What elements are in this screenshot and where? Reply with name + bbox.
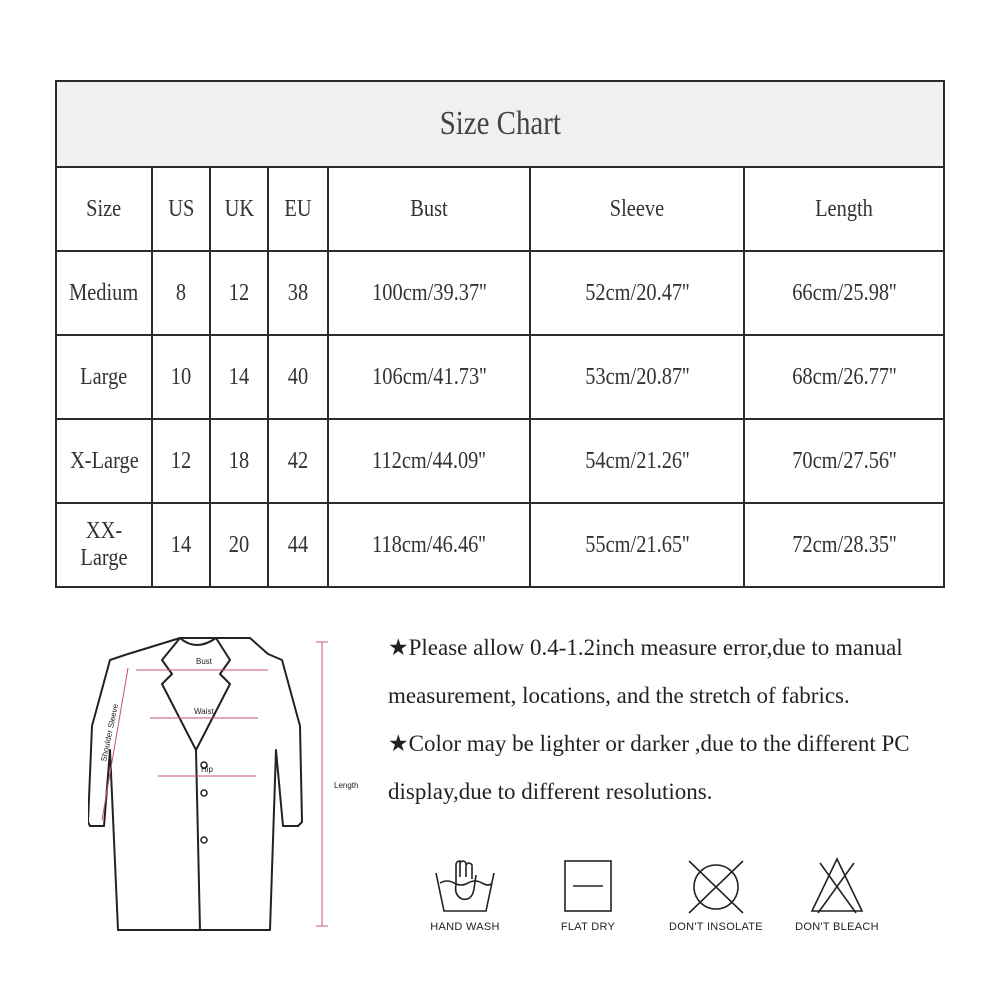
- shoulder-sleeve-label: Shoulder Sleeve: [99, 703, 121, 763]
- table-cell: 14: [210, 335, 268, 419]
- header-cell: Sleeve: [530, 167, 744, 251]
- table-cell: 55cm/21.65'': [530, 503, 744, 587]
- care-item-dont-bleach: [772, 855, 902, 933]
- note-measure-error: ★Please allow 0.4-1.2inch measure error,due to manual measurement, locations, and the stretch of fabrics.: [388, 635, 903, 708]
- table-row: [56, 251, 944, 335]
- table-row: [56, 335, 944, 419]
- coat-measurement-diagram: [88, 630, 368, 940]
- table-row: [56, 503, 944, 587]
- header-cell: Length: [744, 167, 944, 251]
- header-cell: Bust: [328, 167, 530, 251]
- care-item-flat-dry: [523, 855, 653, 933]
- header-cell: Size: [56, 167, 152, 251]
- header-cell: US: [152, 167, 210, 251]
- table-cell: Medium: [56, 251, 152, 335]
- header-cell: UK: [210, 167, 268, 251]
- table-cell: 53cm/20.87'': [530, 335, 744, 419]
- size-chart-title: Size Chart: [56, 81, 944, 167]
- bust-label: Bust: [196, 657, 213, 666]
- dont-insolate-icon: [681, 855, 751, 915]
- dont-bleach-icon: [802, 855, 872, 915]
- table-cell: 52cm/20.47'': [530, 251, 744, 335]
- size-chart-table: [55, 80, 945, 588]
- table-row: [56, 419, 944, 503]
- table-cell: 10: [152, 335, 210, 419]
- notes-section: [388, 624, 988, 816]
- care-label: DON'T BLEACH: [795, 921, 879, 933]
- table-cell: 38: [268, 251, 328, 335]
- table-cell: Large: [56, 335, 152, 419]
- table-cell: 66cm/25.98'': [744, 251, 944, 335]
- flat-dry-icon: [553, 855, 623, 915]
- table-cell: 68cm/26.77'': [744, 335, 944, 419]
- table-cell: X-Large: [56, 419, 152, 503]
- table-cell: 40: [268, 335, 328, 419]
- table-cell: 12: [152, 419, 210, 503]
- table-cell: 54cm/21.26'': [530, 419, 744, 503]
- table-cell: 72cm/28.35'': [744, 503, 944, 587]
- table-cell: 18: [210, 419, 268, 503]
- table-cell: 118cm/46.46'': [328, 503, 530, 587]
- table-cell: 42: [268, 419, 328, 503]
- header-cell: EU: [268, 167, 328, 251]
- table-header-row: [56, 167, 944, 251]
- care-item-dont-insolate: [651, 855, 781, 933]
- table-cell: 70cm/27.56'': [744, 419, 944, 503]
- length-label: Length: [334, 781, 359, 790]
- table-cell: XX-Large: [56, 503, 152, 587]
- hand-wash-icon: [430, 855, 500, 915]
- table-cell: 8: [152, 251, 210, 335]
- care-label: FLAT DRY: [560, 921, 616, 933]
- table-cell: 106cm/41.73'': [328, 335, 530, 419]
- table-cell: 20: [210, 503, 268, 587]
- table-cell: 100cm/39.37'': [328, 251, 530, 335]
- table-cell: 14: [152, 503, 210, 587]
- table-cell: 112cm/44.09'': [328, 419, 530, 503]
- table-cell: 44: [268, 503, 328, 587]
- care-label: DON'T INSOLATE: [669, 921, 763, 933]
- care-label: HAND WASH: [430, 921, 500, 933]
- hip-label: Hip: [201, 765, 214, 774]
- table-cell: 12: [210, 251, 268, 335]
- note-color-variance: ★Color may be lighter or darker ,due to the different PC display,due to different resolutions.: [388, 731, 910, 804]
- waist-label: Waist: [194, 707, 214, 716]
- care-item-hand-wash: [400, 855, 530, 933]
